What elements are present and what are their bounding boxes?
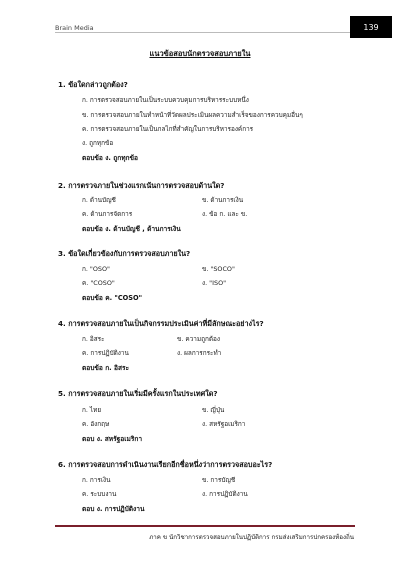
q5-option-c: ค. อังกฤษ — [82, 420, 110, 428]
header-divider — [55, 32, 350, 33]
q4-option-a: ก. อิสระ — [82, 335, 105, 343]
q5-option-d: ง. สหรัฐอเมริกา — [202, 420, 246, 428]
footer-text: ภาค ข นักวิชาการตรวจสอบภายในปฏิบัติการ กรมส่งเสริมการปกครองท้องถิ่น — [149, 534, 354, 541]
q6-answer: ตอบ ง. การปฏิบัติงาน — [82, 505, 145, 513]
q1-option-a: ก. การตรวจสอบภายในเป็นระบบควบคุมการบริหารระบบหนึ่ง — [82, 96, 249, 104]
q2-answer: ตอบข้อ ง. ด้านบัญชี , ด้านการเงิน — [82, 225, 181, 233]
q6-option-c: ค. ระบบงาน — [82, 490, 117, 498]
q3-option-a: ก. "OSO" — [82, 265, 110, 273]
q5-answer: ตอบ ง. สหรัฐอเมริกา — [82, 435, 143, 443]
question-5: 5. การตรวจสอบภายในเริ่มมีครั้งแรกในประเทศใด? — [58, 389, 218, 398]
question-3: 3. ข้อใดเกี่ยวข้องกับการตรวจสอบภายใน? — [58, 249, 191, 258]
q2-option-c: ค. ด้านการจัดการ — [82, 210, 133, 218]
header-brand: Brain Media — [55, 24, 94, 32]
question-6: 6. การตรวจสอบการดำเนินงานเรียกอีกชื่อหนึ่งว่าการตรวจสอบอะไร? — [58, 460, 273, 469]
q4-option-d: ง. ผลการกระทำ — [177, 349, 222, 357]
q1-option-c: ค. การตรวจสอบภายในเป็นกลไกที่สำคัญในการบริหารองค์การ — [82, 125, 254, 133]
q4-option-b: ข. ความถูกต้อง — [177, 335, 220, 343]
q2-option-a: ก. ด้านบัญชี — [82, 196, 116, 204]
q5-option-a: ก. ไทย — [82, 406, 102, 414]
q1-option-b: ข. การตรวจสอบภายในทำหน้าที่วัดผลประเมินผลความสำเร็จของการควบคุมอื่นๆ — [82, 111, 303, 119]
page-number-badge: 139 — [350, 16, 392, 38]
document-title: แนวข้อสอบนักตรวจสอบภายใน — [149, 49, 251, 58]
q3-option-b: ข. "SOCO" — [202, 265, 235, 273]
q3-option-c: ค. "COSO" — [82, 279, 115, 287]
footer-divider — [55, 525, 355, 527]
q6-option-a: ก. การเงิน — [82, 476, 111, 484]
q1-option-d: ง. ถูกทุกข้อ — [82, 139, 114, 147]
q5-option-b: ข. ญี่ปุ่น — [202, 406, 225, 414]
question-4: 4. การตรวจสอบภายในเป็นกิจกรรมประเมินค่าที่มีลักษณะอย่างไร? — [58, 319, 264, 328]
question-2: 2. การตรวจภายในช่วงแรกเน้นการตรวจสอบด้านใด? — [58, 181, 225, 190]
q2-option-b: ข. ด้านการเงิน — [202, 196, 244, 204]
q1-answer: ตอบข้อ ง. ถูกทุกข้อ — [82, 154, 139, 162]
q3-answer: ตอบข้อ ค. "COSO" — [82, 294, 143, 302]
q4-answer: ตอบข้อ ก. อิสระ — [82, 364, 130, 372]
q4-option-c: ค. การปฏิบัติงาน — [82, 349, 129, 357]
q3-option-d: ง. "ISO" — [202, 279, 227, 287]
q6-option-d: ง. การปฏิบัติงาน — [202, 490, 248, 498]
question-1: 1. ข้อใดกล่าวถูกต้อง? — [58, 80, 128, 89]
q2-option-d: ง. ข้อ ก. และ ข. — [202, 210, 248, 218]
q6-option-b: ข. การบัญชี — [202, 476, 236, 484]
